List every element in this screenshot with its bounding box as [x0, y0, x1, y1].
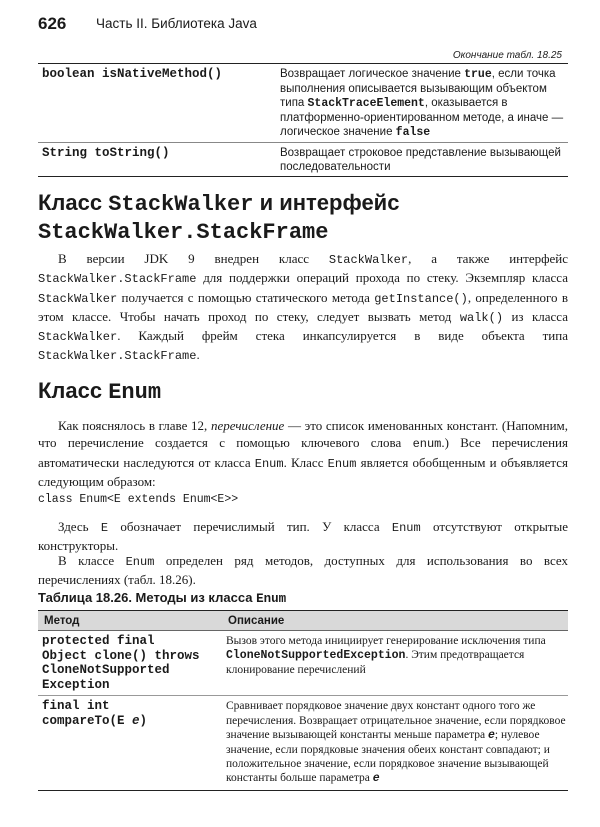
method-description: Возвращает логическое значение true, если точка выполнения описывается вызывающим объектом типа StackTraceElement, оказывается в платформенно-ориентированном методе, а иначе — логическое значение false	[280, 68, 564, 139]
column-header-description: Описание	[228, 614, 285, 627]
section-heading-stackwalker: Класс StackWalker и интерфейс StackWalker.StackFrame	[38, 190, 400, 245]
table-header	[38, 610, 568, 631]
table-continuation-note: Окончание табл. 18.25	[452, 50, 562, 61]
method-signature: protected final Object clone() throws CloneNotSupported Exception	[42, 634, 200, 692]
table-18-26	[38, 610, 568, 791]
paragraph-enum-type: Здесь E обозначает перечислимый тип. У класса Enum отсутствуют открытые конструкторы.	[38, 519, 568, 554]
paragraph-enum-methods: В классе Enum определен ряд методов, доступных для использования во всех перечислениях (табл. 18.26).	[38, 553, 568, 588]
paragraph-stackwalker: В версии JDK 9 внедрен класс StackWalker, а также интерфейс StackWalker.StackFrame для поддержки операций прохода по стеку. Экземпляр класса StackWalker получается с помощью статического метода getInstance(), определенного в этом классе. Чтобы начать проход по стеку, следует вызвать метод walk() из класса StackWalker. Каждый фрейм стека инкапсулируется в виде объекта типа StackWalker.StackFrame.	[38, 251, 569, 364]
page-number: 626	[38, 14, 67, 33]
table-row	[38, 64, 568, 142]
column-header-method: Метод	[44, 614, 80, 627]
section-heading-enum: Класс Enum	[38, 378, 162, 405]
table-title: Таблица 18.26. Методы из класса Enum	[38, 590, 287, 606]
table-row	[38, 695, 568, 789]
method-signature: final int compareTo(E e)	[42, 699, 148, 728]
part-title: Часть II. Библиотека Java	[96, 16, 257, 31]
paragraph-enum-intro: Как пояснялось в главе 12, перечисление — это список именованных констант. (Напомним, что перечисление создается с помощью ключевого слова enum.) Все перечисления автоматически наследуются от класса Enum. Класс Enum является обобщенным и объявляется следующим образом:	[38, 418, 569, 489]
method-description: Вызов этого метода инициирует генерирование исключения типа CloneNotSupportedException. Этим предотвращается клонирование перечислений	[226, 635, 546, 677]
code-declaration: class Enum<E extends Enum<E>>	[38, 493, 239, 506]
method-description: Возвращает строковое представление вызывающей последовательности	[280, 147, 561, 173]
page-header	[38, 14, 568, 38]
table-row	[38, 631, 568, 695]
method-description: Сравнивает порядковое значение двух констант одного того же перечисления. Возвращает отрицательное значение, если порядковое значение вызывающей константы меньше параметра е; нулевое значение, если порядковые значения обеих констант совпадают; и положительное значение, если порядковое значение вызывающей константы больше параметра е	[226, 700, 566, 786]
method-signature: boolean isNativeMethod()	[42, 67, 223, 81]
method-signature: String toString()	[42, 146, 170, 160]
table-row	[38, 142, 568, 176]
table-18-25	[38, 63, 568, 177]
